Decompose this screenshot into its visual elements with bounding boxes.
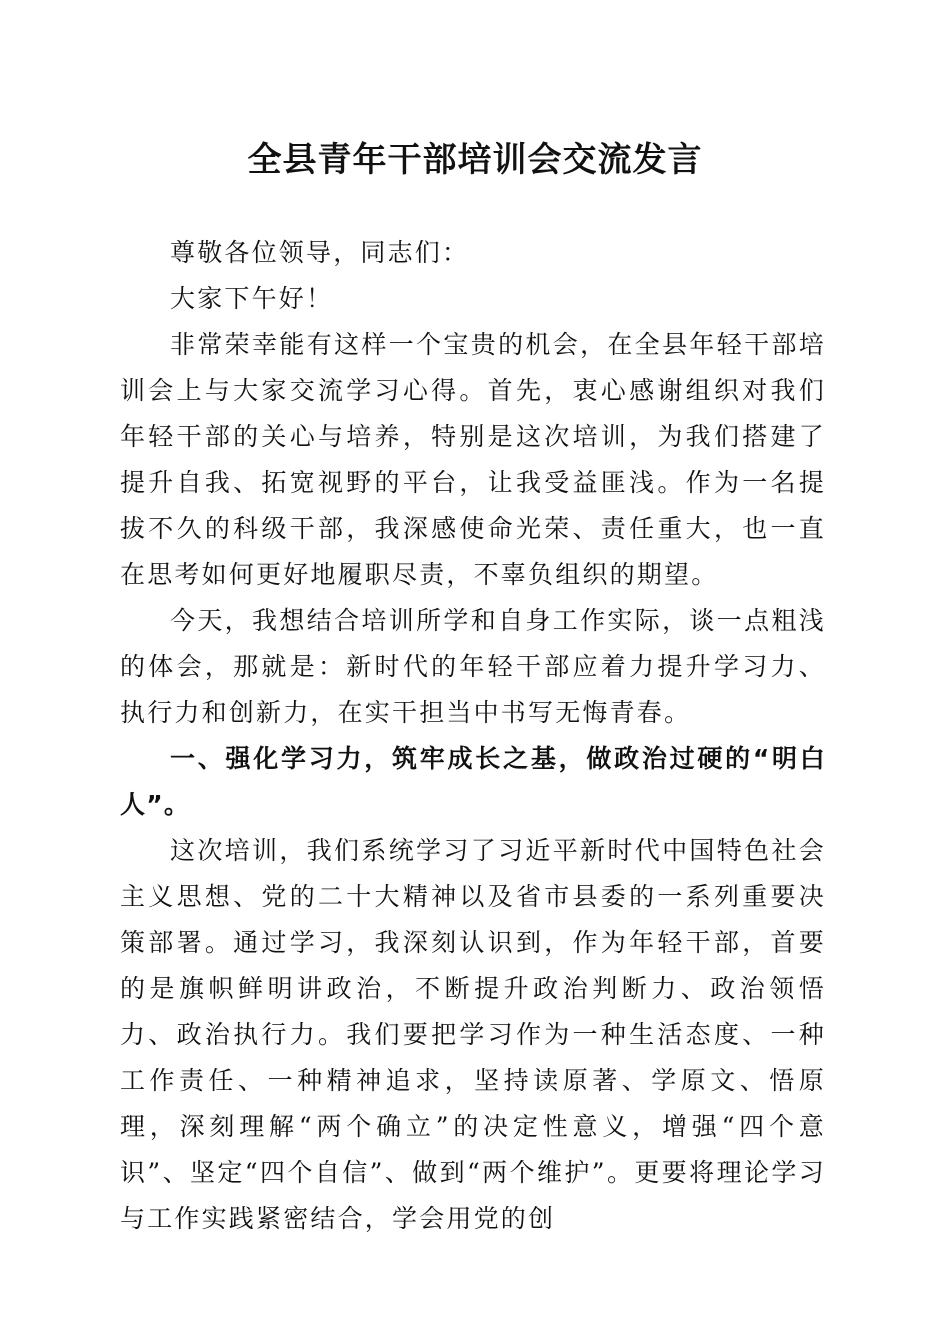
salutation: 尊敬各位领导，同志们：	[170, 238, 470, 267]
paragraph-theme: 今天，我想结合培训所学和自身工作实际，谈一点粗浅的体会，那就是：新时代的年轻干部应着力提升学习力、执行力和创新力，在实干担当中书写无悔青春。	[120, 606, 826, 727]
greeting: 大家下午好！	[170, 284, 334, 313]
document-body	[120, 230, 826, 1242]
section-1-paragraph: 这次培训，我们系统学习了习近平新时代中国特色社会主义思想、党的二十大精神以及省市县委的一系列重要决策部署。通过学习，我深刻认识到，作为年轻干部，首要的是旗帜鲜明讲政治，不断提升政治判断力、政治领悟力、政治执行力。我们要把学习作为一种生活态度、一种工作责任、一种精神追求，坚持读原著、学原文、悟原理，深刻理解“两个确立”的决定性意义，增强“四个意识”、坚定“四个自信”、做到“两个维护”。更要将理论学习与工作实践紧密结合，学会用党的创	[120, 836, 826, 1233]
section-heading-1: 一、强化学习力，筑牢成长之基，做政治过硬的“明白人”。	[120, 744, 826, 819]
paragraph-intro: 非常荣幸能有这样一个宝贵的机会，在全县年轻干部培训会上与大家交流学习心得。首先，衷心感谢组织对我们年轻干部的关心与培养，特别是这次培训，为我们搭建了提升自我、拓宽视野的平台，让我受益匪浅。作为一名提拔不久的科级干部，我深感使命光荣、责任重大，也一直在思考如何更好地履职尽责，不辜负组织的期望。	[120, 330, 826, 589]
document-title: 全县青年干部培训会交流发言	[247, 140, 703, 180]
